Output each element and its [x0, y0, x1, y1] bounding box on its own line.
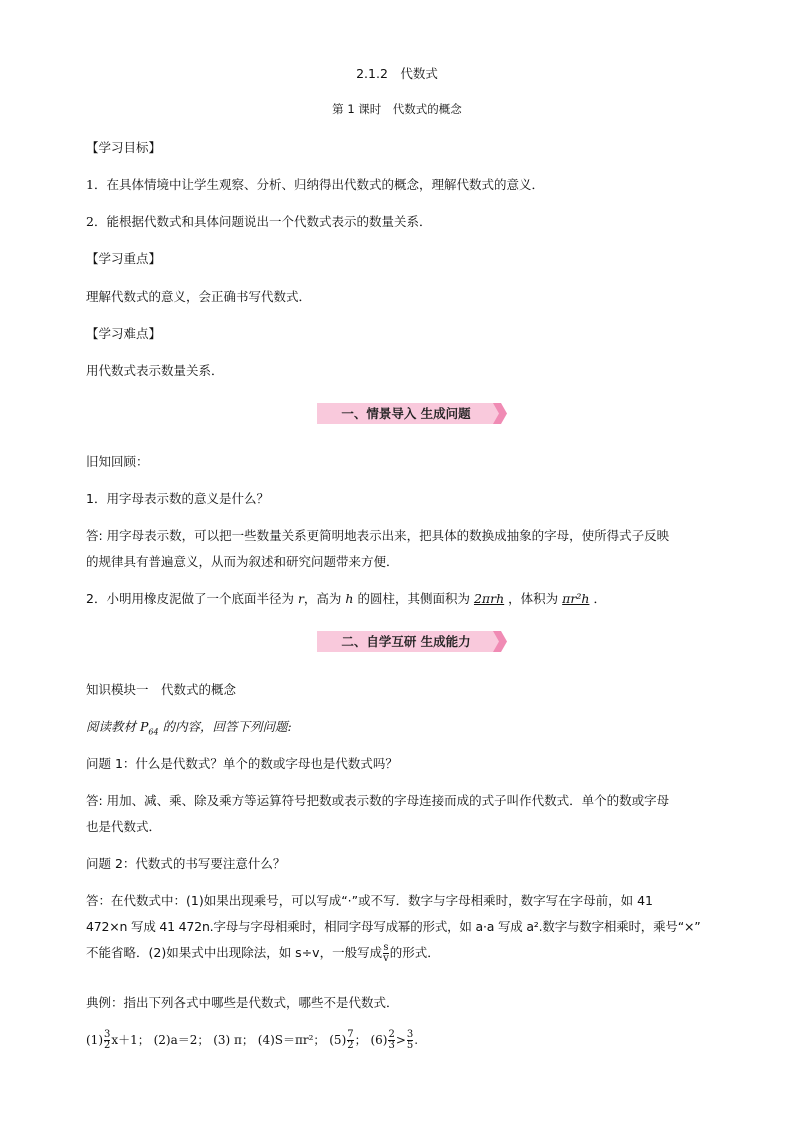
fraction-3-5: $\frac{3}{5}$ — [406, 1029, 414, 1051]
fraction-s-over-v: $\frac{s}{v}$ — [383, 942, 389, 964]
problem-1: 问题 1：什么是代数式？单个的数或字母也是代数式吗？ — [86, 756, 398, 771]
objective-item-2: 2．能根据代数式和具体问题说出一个代数式表示的数量关系． — [86, 214, 432, 229]
section1-banner-label: 一、情景导入 生成问题 — [341, 406, 471, 421]
problem-1-answer-line-2: 也是代数式． — [86, 819, 162, 834]
answer-1-line-1: 答: 用字母表示数，可以把一些数量关系更简明地表示出来，把具体的数换成抽象的字母，使所得式子反映 — [86, 528, 670, 543]
section2-banner — [317, 631, 507, 652]
knowledge-module-title: 知识模块一 代数式的概念 — [86, 682, 237, 697]
problem-1-answer-line-1: 答: 用加、减、乘、除及乘方等运算符号把数或表示数的字母连接而成的式子叫作代数式．单个的数或字母 — [86, 793, 670, 808]
page-subtitle: 第 1 课时 代数式的概念 — [332, 102, 462, 116]
objectives-heading: 【学习目标】 — [86, 140, 162, 155]
focus-text: 理解代数式的意义，会正确书写代数式． — [86, 289, 312, 304]
section1-banner — [317, 403, 507, 424]
problem-2-answer-line-3: 不能省略．(2)如果式中出现除法，如 s÷v，一般写成 $\frac{s}{v}$ 的形式． — [86, 942, 440, 964]
question-1: 1．用字母表示数的意义是什么？ — [86, 491, 269, 506]
fraction-2-3: $\frac{2}{3}$ — [388, 1029, 395, 1051]
fraction-3-2: $\frac{3}{2}$ — [104, 1029, 111, 1051]
section2-banner-label: 二、自学互研 生成能力 — [341, 634, 471, 649]
difficulty-heading: 【学习难点】 — [86, 326, 162, 341]
question-2: 2．小明用橡皮泥做了一个底面半径为 r，高为 h 的圆柱，其侧面积为 2πrh ，体积为 πr²h ． — [86, 591, 606, 606]
answer-1-line-2: 的规律具有普遍意义，从而为叙述和研究问题带来方便． — [86, 554, 399, 569]
problem-2-answer-line-1: 答：在代数式中：(1)如果出现乘号，可以写成“·”或不写．数字与字母相乘时，数字写在字母前，如 41 — [86, 893, 654, 908]
problem-2-answer-line-2: 472×n 写成 41 472n.字母与字母相乘时，相同字母写成幂的形式，如 a·a 写成 a².数字与数字相乘时，乘号“×” — [86, 919, 701, 934]
problem-2: 问题 2：代数式的书写要注意什么？ — [86, 856, 286, 871]
review-label: 旧知回顾： — [86, 454, 149, 469]
objective-item-1: 1．在具体情境中让学生观察、分析、归纳得出代数式的概念，理解代数式的意义． — [86, 177, 544, 192]
focus-heading: 【学习重点】 — [86, 251, 162, 266]
difficulty-text: 用代数式表示数量关系． — [86, 363, 224, 378]
example-prompt: 典例：指出下列各式中哪些是代数式，哪些不是代数式． — [86, 995, 399, 1010]
example-items: (1) $\frac{3}{2}$ x＋1； (2)a＝2； (3) π； (4)S＝πr²； (5) $\frac{7}{2}$ ； (6) $\frac{2}{3}$ > $\frac{3}{5}$ . — [86, 1029, 419, 1051]
answer-blank-lateral-area: 2πrh — [473, 591, 505, 606]
fraction-7-2: $\frac{7}{2}$ — [347, 1029, 354, 1051]
answer-blank-volume: πr²h — [562, 591, 590, 606]
reading-instruction: 阅读教材 $P_{64}$ 的内容，回答下列问题: — [86, 719, 292, 737]
page-title: 2.1.2 代数式 — [356, 66, 438, 81]
